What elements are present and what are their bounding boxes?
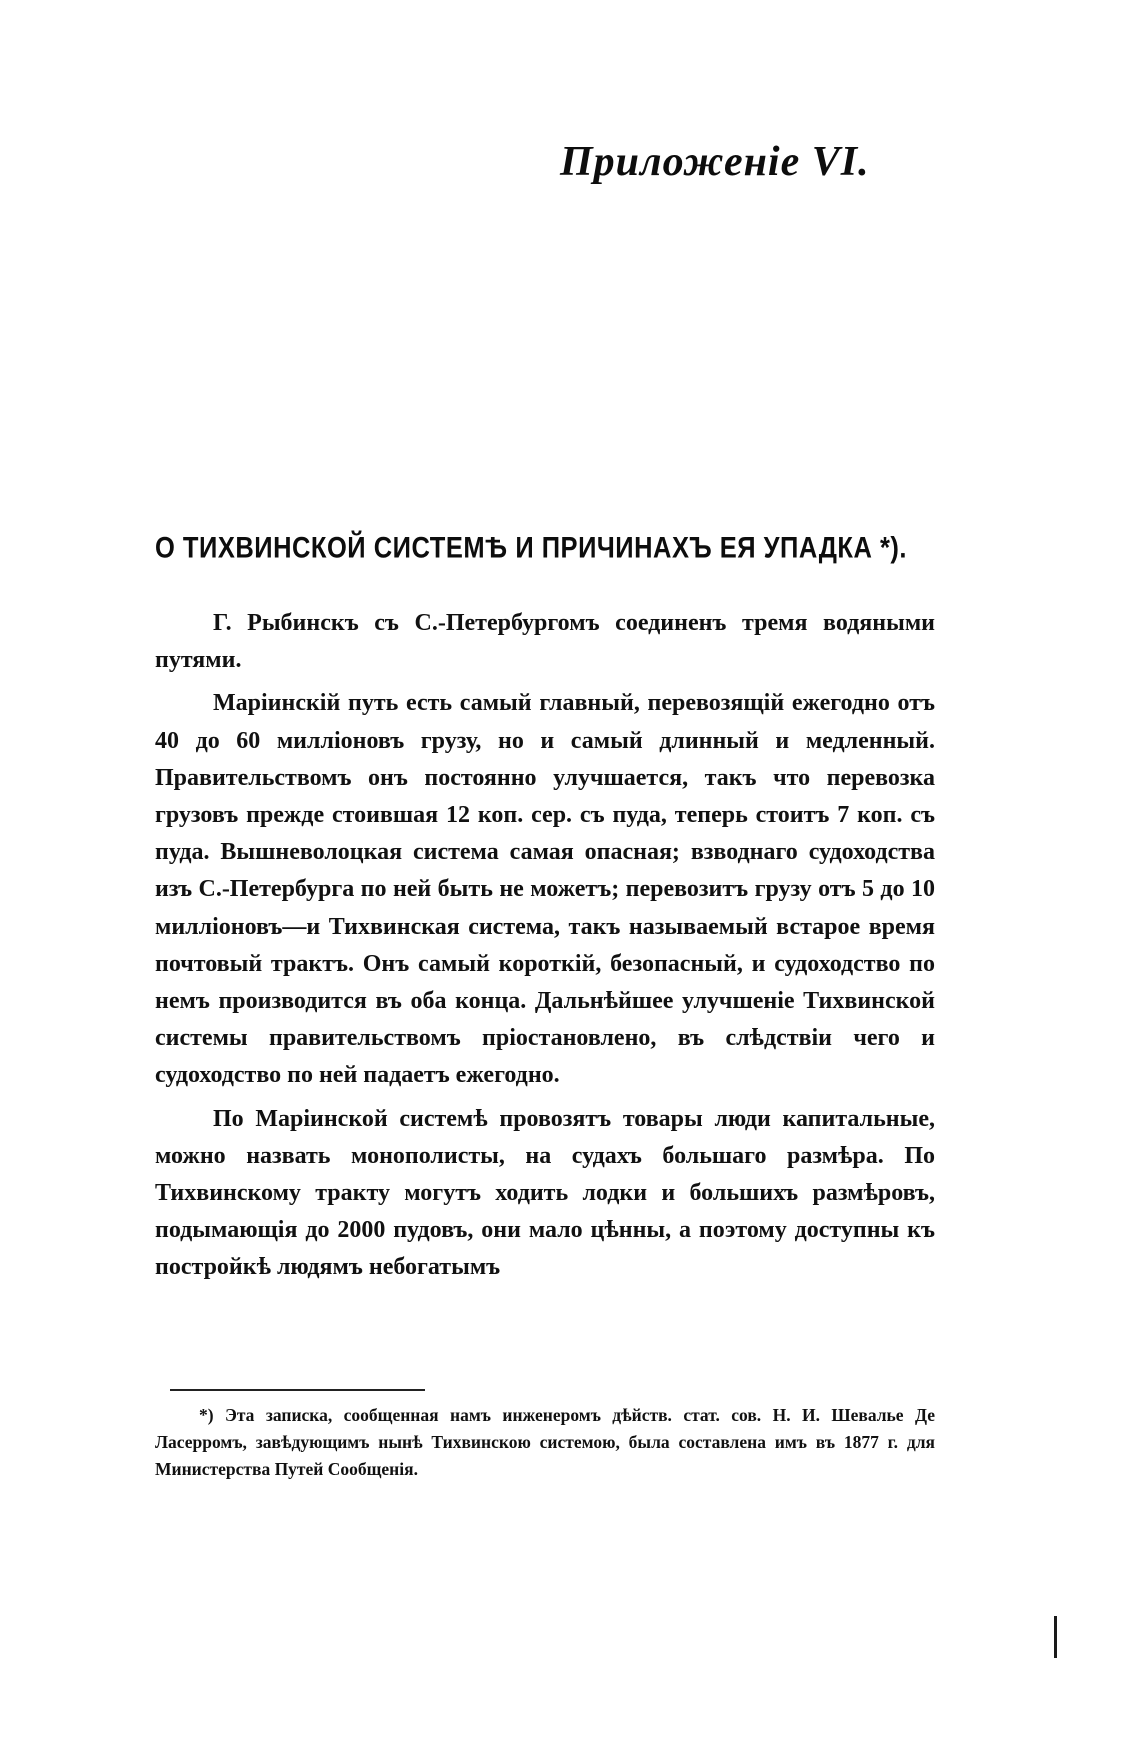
paragraph-3: По Маріинской системѣ провозятъ товары люди капитальные, можно назвать монополисты, на судахъ большаго размѣра. По Тихвинскому тракту могутъ ходить лодки и большихъ размѣровъ, подымающія до 2000 пудовъ, они мало цѣнны, а поэтому доступны къ постройкѣ людямъ небогатымъ (155, 1105, 935, 1281)
page-edge-mark (1054, 1616, 1057, 1658)
footnote-text: *) Эта записка, сообщенная намъ инженеромъ дѣйств. стат. сов. Н. И. Шевалье Де Ласерромъ, завѣдующимъ нынѣ Тихвинскою системою, была составлена имъ въ 1877 г. для Министерства Путей Сообщенія. (155, 1405, 935, 1479)
paragraph-2: Маріинскій путь есть самый главный, перевозящій ежегодно отъ 40 до 60 милліоновъ грузу, но и самый длинный и медленный. Правительствомъ онъ постоянно улучшается, такъ что перевозка грузовъ прежде стоившая 12 коп. сер. съ пуда, теперь стоитъ 7 коп. съ пуда. Вышневолоцкая система самая опасная; взводнаго судоходства изъ С.-Петербурга по ней быть не можетъ; перевозитъ грузу отъ 5 до 10 милліоновъ—и Тихвинская система, такъ называемый встарое время почтовый трактъ. Онъ самый короткій, безопасный, и судоходство по немъ производится въ оба конца. Дальнѣйшее улучшеніе Тихвинской системы правительствомъ пріостановлено, въ слѣдствіи чего и судоходство по ней падаетъ ежегодно. (155, 690, 935, 1089)
chapter-title: О ТИХВИНСКОЙ СИСТЕМѢ И ПРИЧИНАХЪ ЕЯ УПАДКА *). (155, 532, 907, 565)
footnote-divider (170, 1389, 425, 1391)
appendix-heading: Приложеніе VI. (560, 139, 870, 185)
footnote (155, 1402, 935, 1483)
body-text (155, 605, 935, 1293)
paragraph-1: Г. Рыбинскъ съ С.-Петербургомъ соединенъ тремя водяными путями. (155, 610, 935, 674)
